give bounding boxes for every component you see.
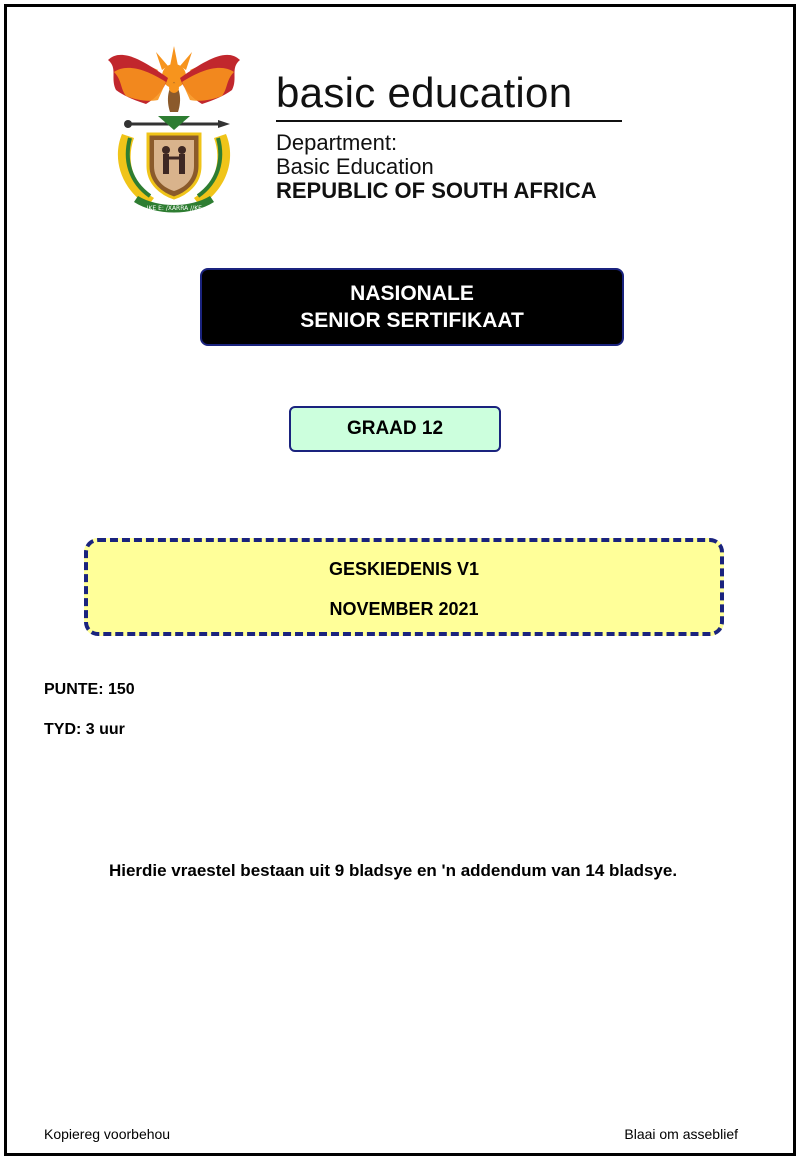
exam-duration: TYD: 3 uur xyxy=(44,721,125,738)
exam-session: NOVEMBER 2021 xyxy=(329,599,479,619)
brand-wordmark: basic education xyxy=(276,69,573,116)
subject-name: GESKIEDENIS V1 xyxy=(328,559,480,579)
turn-over-footer: Blaai om asseblief xyxy=(624,1126,738,1142)
copyright-footer: Kopiereg voorbehou xyxy=(44,1126,171,1142)
department-label: Department: xyxy=(276,130,398,155)
certificate-banner xyxy=(200,268,624,346)
coat-of-arms-logo xyxy=(100,38,248,218)
certificate-line-1: NASIONALE xyxy=(350,282,474,305)
country-name: REPUBLIC OF SOUTH AFRICA xyxy=(276,178,597,203)
wordmark-underline xyxy=(276,120,622,122)
department-name: Basic Education xyxy=(276,154,434,179)
svg-text:!KE E: /XARRA //KE: !KE E: /XARRA //KE xyxy=(146,205,202,212)
grade-badge xyxy=(289,406,501,452)
certificate-line-2: SENIOR SERTIFIKAAT xyxy=(300,309,524,332)
marks-total: PUNTE: 150 xyxy=(44,681,135,698)
subject-panel xyxy=(84,538,724,636)
paper-composition-note: Hierdie vraestel bestaan uit 9 bladsye en 'n addendum van 14 bladsye. xyxy=(108,861,678,880)
grade-label: GRAAD 12 xyxy=(346,418,444,439)
